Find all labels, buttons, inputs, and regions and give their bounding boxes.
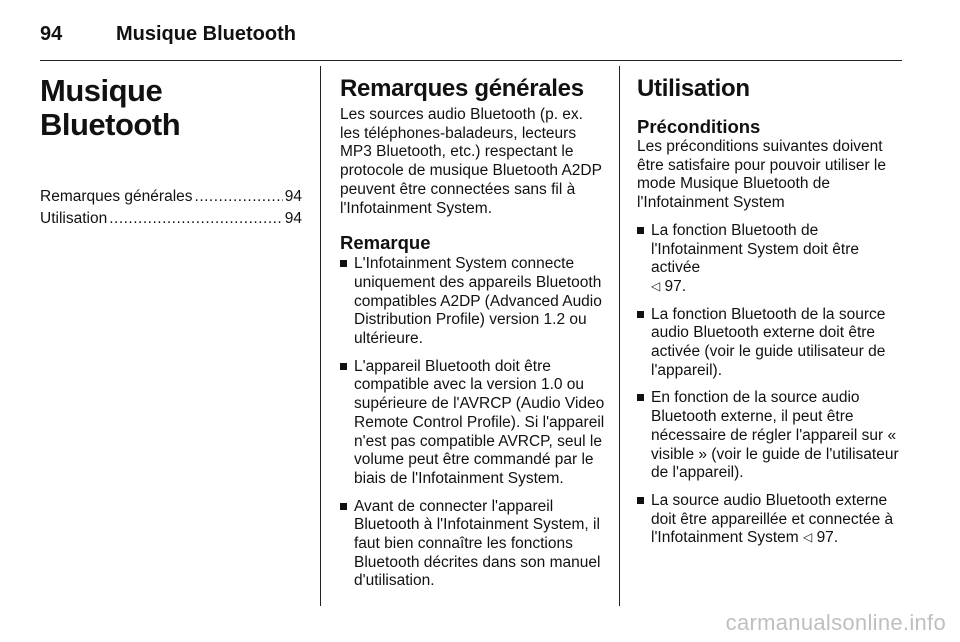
column-toc [40,74,302,230]
note-list [340,255,605,591]
chapter-title: Musique Bluetooth [40,73,181,142]
list-item-text: La fonction Bluetooth de l'Infotainment System doit être activée [651,221,860,277]
column-general-notes [340,74,605,600]
bullet-square-icon [637,497,644,504]
list-item [637,222,907,297]
toc-leader-dots [109,208,283,230]
column-divider-2 [619,66,620,606]
list-item-text: L'appareil Bluetooth doit être compatible avec la version 1.0 ou supérieure de l'AVRCP (Audio Video Remote Control Profile). Si l'appareil n'est pas compatible AVRCP, seul le volume peut être commandé par le biais de l'Infotainment System. [354,357,605,487]
table-of-contents [40,186,302,230]
page-reference[interactable]: 97. [816,529,839,547]
bullet-square-icon [637,394,644,401]
running-title: Musique Bluetooth [116,22,296,45]
bullet-square-icon [637,227,644,234]
bullet-square-icon [340,363,347,370]
list-item [340,498,605,592]
note-heading: Remarque [340,232,431,254]
page-number: 94 [40,22,63,45]
page-reference[interactable]: 97. [664,277,687,295]
subsection-heading: Préconditions [637,116,761,137]
toc-leader-dots [195,186,283,208]
list-item-text: En fonction de la source audio Bluetooth externe, il peut être nécessaire de régler l'appareil sur « visible » (voir le guide de l'utilisateur de l'appareil). [651,389,899,482]
intro-paragraph: Les préconditions suivantes doivent être satisfaire pour pouvoir utiliser le mode Musique Bluetooth de l'Infotainment System [637,138,886,212]
list-item [340,358,605,489]
column-usage [637,74,907,557]
list-item [637,389,907,483]
list-item [637,492,907,548]
list-item [340,255,605,349]
section-heading: Utilisation [637,75,750,102]
bullet-square-icon [340,503,347,510]
page-header [40,20,296,48]
list-item-text: Avant de connecter l'appareil Bluetooth à l'Infotainment System, il faut bien connaître les fonctions Bluetooth décrites dans son manuel d'utilisation. [354,497,601,590]
list-item-text: La fonction Bluetooth de la source audio Bluetooth externe doit être activée (voir le guide utilisateur de l'appareil). [651,305,886,379]
page-reference-icon: ◁ [803,530,813,545]
intro-paragraph: Les sources audio Bluetooth (p. ex. les téléphones-baladeurs, lecteurs MP3 Bluetooth, etc.) respectant le protocole de musique Bluetooth A2DP peuvent être connectées sans fil à l'Infotainment System. [340,106,602,217]
watermark: carmanualsonline.info [725,610,946,635]
page-reference-icon: ◁ [651,278,661,293]
column-divider-1 [320,66,321,606]
toc-entry-label: Utilisation [40,210,108,227]
list-item [637,306,907,381]
bullet-square-icon [340,260,347,267]
precondition-list [637,222,907,548]
list-item-text: L'Infotainment System connecte uniquement des appareils Bluetooth compatibles A2DP (Advanced Audio Distribution Profile) version 1.2 ou ultérieure. [354,255,602,348]
toc-entry[interactable] [40,186,302,208]
list-item-text: La source audio Bluetooth externe doit être appareillée et connectée à l'Infotainment System [651,491,894,547]
bullet-square-icon [637,311,644,318]
toc-entry-page: 94 [284,188,302,205]
toc-entry-label: Remarques générales [40,188,193,205]
section-heading: Remarques générales [340,75,584,102]
header-divider [40,60,902,61]
toc-entry[interactable] [40,208,302,230]
toc-entry-page: 94 [284,210,302,227]
